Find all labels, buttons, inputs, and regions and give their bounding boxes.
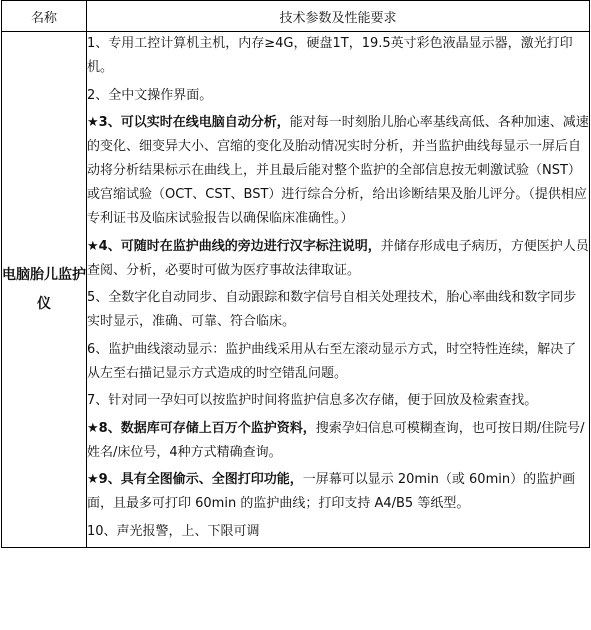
spec-item-6: 6、监护曲线滚动显示：监护曲线采用从右至左滚动显示方式，时空特性连续，解决了从左至右描记显示方式造成的时空错乱问题。: [87, 341, 577, 381]
header-spec: 技术参数及性能要求: [87, 1, 590, 32]
spec-item-9: ★9、具有全图偷示、全图打印功能，一屏幕可以显示 20min（或 60min）的监护画面，且最多可打印 60min 的监护曲线；打印支持 A4/B5 等纸型。: [87, 472, 576, 511]
spec-item-3: ★3、可以实时在线电脑自动分析，能对每一时刻胎儿胎心率基线高低、各种加速、减速的变化、细变异大小、宫缩的变化及胎动情况实时分析，并当监护曲线每显示一屏后自动将分析结果标示在曲线上，并且最后能对整个监护的全部信息按无刺激试验（NST）或宫缩试验（OCT、CST、BST）进行综合分析，给出诊断结果及胎儿评分。（提供相应专利证书及临床试验报告以确保临床准确性。）: [87, 115, 589, 226]
header-row: [2, 1, 590, 32]
spec-item-1: 1、专用工控计算机主机，内存≥4G，硬盘1T，19.5英寸彩色液晶显示器，激光打印机。: [87, 36, 573, 75]
spec-item-7: 7、针对同一孕妇可以按监护时间将监护信息多次存储，便于回放及检索查找。: [87, 393, 538, 408]
header-name: 名称: [2, 1, 87, 32]
spec-item-4: ★4、可随时在监护曲线的旁边进行汉字标注说明，并储存形成电子病历，方便医护人员查阅、分析，必要时可做为医疗事故法律取证。: [87, 238, 589, 278]
product-name: 电脑胎儿监护仪: [2, 32, 87, 548]
spec-item-8: ★8、数据库可存储上百万个监护资料，搜索孕妇信息可模糊查询，也可按日期/住院号/姓名/床位号，4种方式精确查询。: [87, 420, 585, 460]
spec-content: [87, 32, 590, 548]
spec-item-5: 5、全数字化自动同步、自动跟踪和数字信号自相关处理技术，胎心率曲线和数字同步实时显示，准确、可靠、符合临床。: [87, 290, 577, 329]
spec-item-10: 10、声光报警，上、下限可调: [87, 523, 260, 539]
product-row: [2, 32, 590, 548]
spec-item-2: 2、全中文操作界面。: [87, 87, 213, 103]
spec-table: [1, 0, 590, 548]
